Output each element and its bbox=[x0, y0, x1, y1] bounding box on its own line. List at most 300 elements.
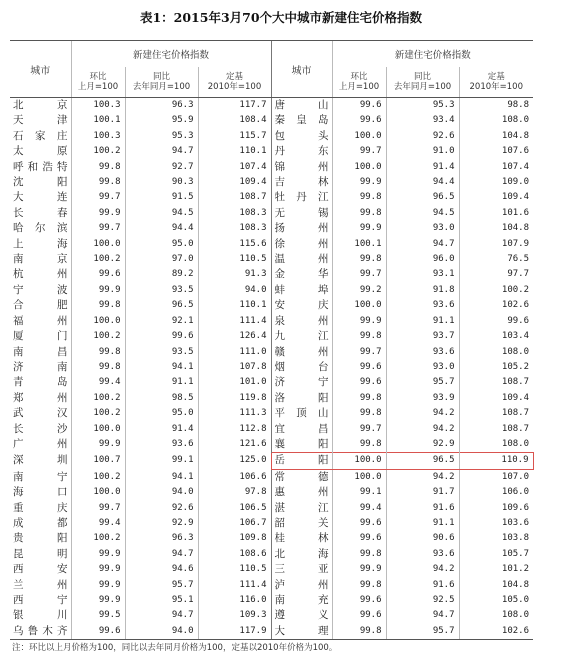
right-yoy-value: 93.9 bbox=[386, 391, 459, 406]
right-city-name: 吉林 bbox=[271, 175, 332, 190]
left-fixed-value: 106.5 bbox=[198, 501, 271, 516]
table-row bbox=[10, 190, 533, 205]
left-yoy-value: 95.0 bbox=[125, 237, 198, 252]
left-mom-value: 100.3 bbox=[71, 98, 125, 114]
left-city-name: 宁波 bbox=[13, 283, 68, 296]
left-fixed-value: 115.7 bbox=[198, 129, 271, 144]
right-mom-value: 100.0 bbox=[332, 453, 386, 469]
right-yoy-value: 91.1 bbox=[386, 516, 459, 531]
left-yoy-value: 96.3 bbox=[125, 98, 198, 114]
right-yoy-value: 94.2 bbox=[386, 469, 459, 485]
left-fixed-value: 108.3 bbox=[198, 206, 271, 221]
left-fixed-value: 110.5 bbox=[198, 562, 271, 577]
left-fixed-value: 94.0 bbox=[198, 283, 271, 298]
right-fixed-value: 104.8 bbox=[459, 129, 533, 144]
left-fixed-value: 109.4 bbox=[198, 175, 271, 190]
left-mom-value: 99.9 bbox=[71, 283, 125, 298]
left-yoy-value: 90.3 bbox=[125, 175, 198, 190]
left-mom-value: 100.0 bbox=[71, 485, 125, 500]
right-city-name: 安庆 bbox=[271, 298, 332, 313]
right-city-name: 金华 bbox=[271, 267, 332, 282]
right-yoy-value: 94.5 bbox=[386, 206, 459, 221]
right-city-name: 秦皇岛 bbox=[271, 113, 332, 128]
left-fixed-value: 97.8 bbox=[198, 485, 271, 500]
left-fixed-value: 110.1 bbox=[198, 298, 271, 313]
right-yoy-value: 93.7 bbox=[386, 329, 459, 344]
right-fixed-value: 107.4 bbox=[459, 160, 533, 175]
left-fixed-value: 111.0 bbox=[198, 345, 271, 360]
left-fixed-value: 108.7 bbox=[198, 190, 271, 205]
left-mom-value: 99.8 bbox=[71, 160, 125, 175]
right-fixed-value: 102.6 bbox=[459, 624, 533, 640]
left-city-name: 南京 bbox=[13, 253, 68, 266]
mom-header-right: 环比 上月=100 bbox=[332, 67, 386, 98]
right-yoy-value: 91.6 bbox=[386, 501, 459, 516]
table-row bbox=[10, 501, 533, 516]
left-yoy-value: 91.5 bbox=[125, 190, 198, 205]
right-mom-value: 99.7 bbox=[332, 422, 386, 437]
left-mom-value: 99.9 bbox=[71, 437, 125, 453]
left-fixed-value: 110.1 bbox=[198, 144, 271, 159]
right-yoy-value: 95.3 bbox=[386, 98, 459, 114]
right-yoy-value: 94.7 bbox=[386, 237, 459, 252]
right-yoy-value: 96.5 bbox=[386, 190, 459, 205]
left-mom-value: 100.2 bbox=[71, 252, 125, 267]
right-fixed-value: 105.7 bbox=[459, 547, 533, 562]
right-yoy-value: 92.6 bbox=[386, 129, 459, 144]
left-mom-value: 100.1 bbox=[71, 113, 125, 128]
left-mom-value: 99.9 bbox=[71, 562, 125, 577]
left-mom-value: 100.2 bbox=[71, 531, 125, 546]
price-index-table bbox=[10, 40, 534, 640]
left-city-name: 贵阳 bbox=[13, 532, 68, 545]
left-yoy-value: 94.7 bbox=[125, 608, 198, 623]
left-city-name: 成都 bbox=[13, 516, 68, 529]
right-city-name: 包头 bbox=[271, 129, 332, 144]
right-mom-value: 99.8 bbox=[332, 206, 386, 221]
right-fixed-value: 109.6 bbox=[459, 501, 533, 516]
right-mom-value: 99.6 bbox=[332, 375, 386, 390]
right-city-name: 蚌埠 bbox=[271, 283, 332, 298]
right-yoy-value: 91.7 bbox=[386, 485, 459, 500]
table-row bbox=[10, 175, 533, 190]
right-fixed-value: 104.8 bbox=[459, 221, 533, 236]
left-fixed-value: 115.6 bbox=[198, 237, 271, 252]
left-yoy-value: 94.5 bbox=[125, 206, 198, 221]
left-fixed-value: 111.4 bbox=[198, 578, 271, 593]
left-fixed-value: 101.0 bbox=[198, 375, 271, 390]
table-row bbox=[10, 578, 533, 593]
right-yoy-value: 94.2 bbox=[386, 562, 459, 577]
left-mom-value: 100.2 bbox=[71, 469, 125, 485]
right-mom-value: 99.8 bbox=[332, 547, 386, 562]
right-fixed-value: 101.6 bbox=[459, 206, 533, 221]
right-fixed-value: 109.4 bbox=[459, 190, 533, 205]
left-mom-value: 100.0 bbox=[71, 422, 125, 437]
right-yoy-value: 91.0 bbox=[386, 144, 459, 159]
left-city-name: 上海 bbox=[13, 237, 68, 250]
left-city-name: 石家庄 bbox=[13, 129, 68, 142]
left-fixed-value: 126.4 bbox=[198, 329, 271, 344]
index-group-header-right: 新建住宅价格指数 bbox=[332, 41, 533, 68]
city-column-header-right: 城市 bbox=[271, 41, 332, 98]
left-city-name: 天津 bbox=[13, 114, 68, 127]
right-city-name: 宜昌 bbox=[271, 422, 332, 437]
right-fixed-value: 109.0 bbox=[459, 175, 533, 190]
right-yoy-value: 93.1 bbox=[386, 267, 459, 282]
left-fixed-value: 111.4 bbox=[198, 314, 271, 329]
left-city-name: 大连 bbox=[13, 191, 68, 204]
left-mom-value: 99.7 bbox=[71, 501, 125, 516]
right-fixed-value: 107.9 bbox=[459, 237, 533, 252]
left-mom-value: 99.8 bbox=[71, 298, 125, 313]
left-yoy-value: 94.6 bbox=[125, 562, 198, 577]
left-city-name: 重庆 bbox=[13, 501, 68, 514]
table-row bbox=[10, 437, 533, 453]
left-city-name: 北京 bbox=[13, 99, 68, 111]
right-yoy-value: 93.6 bbox=[386, 345, 459, 360]
left-mom-value: 99.9 bbox=[71, 206, 125, 221]
right-mom-value: 99.8 bbox=[332, 329, 386, 344]
left-yoy-value: 92.9 bbox=[125, 516, 198, 531]
left-yoy-value: 98.5 bbox=[125, 391, 198, 406]
right-yoy-value: 94.2 bbox=[386, 406, 459, 421]
right-yoy-value: 91.6 bbox=[386, 578, 459, 593]
right-city-name: 平顶山 bbox=[271, 406, 332, 421]
right-fixed-value: 105.0 bbox=[459, 593, 533, 608]
right-city-name: 唐山 bbox=[271, 98, 332, 114]
right-city-name: 锦州 bbox=[271, 160, 332, 175]
left-mom-value: 99.4 bbox=[71, 516, 125, 531]
right-mom-value: 99.9 bbox=[332, 562, 386, 577]
left-yoy-value: 95.1 bbox=[125, 593, 198, 608]
table-row bbox=[10, 593, 533, 608]
left-yoy-value: 94.1 bbox=[125, 360, 198, 375]
table-row bbox=[10, 298, 533, 313]
left-yoy-value: 95.3 bbox=[125, 129, 198, 144]
right-mom-value: 99.6 bbox=[332, 98, 386, 114]
table-row bbox=[10, 237, 533, 252]
left-mom-value: 100.0 bbox=[71, 237, 125, 252]
left-mom-value: 100.0 bbox=[71, 314, 125, 329]
left-fixed-value: 91.3 bbox=[198, 267, 271, 282]
index-group-header-left: 新建住宅价格指数 bbox=[71, 41, 271, 68]
fixed-header-left: 定基 2010年=100 bbox=[198, 67, 271, 98]
table-row bbox=[10, 485, 533, 500]
table-row bbox=[10, 206, 533, 221]
left-city-name: 银川 bbox=[13, 609, 68, 622]
table-row bbox=[10, 562, 533, 577]
table-row bbox=[10, 221, 533, 236]
right-fixed-value: 104.8 bbox=[459, 578, 533, 593]
left-mom-value: 99.7 bbox=[71, 221, 125, 236]
right-yoy-value: 92.9 bbox=[386, 437, 459, 453]
right-mom-value: 99.6 bbox=[332, 593, 386, 608]
left-yoy-value: 94.7 bbox=[125, 547, 198, 562]
right-yoy-value: 93.0 bbox=[386, 360, 459, 375]
left-city-name: 乌鲁木齐 bbox=[10, 624, 71, 640]
right-city-name: 常德 bbox=[271, 469, 332, 485]
left-city-name: 兰州 bbox=[13, 578, 68, 591]
left-yoy-value: 96.5 bbox=[125, 298, 198, 313]
right-city-name: 惠州 bbox=[271, 485, 332, 500]
right-city-name: 九江 bbox=[271, 329, 332, 344]
city-column-header-left: 城市 bbox=[10, 41, 71, 98]
right-mom-value: 99.7 bbox=[332, 267, 386, 282]
left-fixed-value: 106.6 bbox=[198, 469, 271, 485]
right-fixed-value: 108.0 bbox=[459, 345, 533, 360]
left-fixed-value: 125.0 bbox=[198, 453, 271, 469]
right-yoy-value: 93.6 bbox=[386, 298, 459, 313]
right-fixed-value: 76.5 bbox=[459, 252, 533, 267]
right-mom-value: 99.6 bbox=[332, 113, 386, 128]
left-yoy-value: 95.7 bbox=[125, 578, 198, 593]
right-city-name: 赣州 bbox=[271, 345, 332, 360]
left-yoy-value: 93.6 bbox=[125, 437, 198, 453]
table-row bbox=[10, 160, 533, 175]
right-yoy-value: 95.7 bbox=[386, 375, 459, 390]
right-mom-value: 100.1 bbox=[332, 237, 386, 252]
right-fixed-value: 108.7 bbox=[459, 406, 533, 421]
left-city-name: 杭州 bbox=[13, 268, 68, 281]
left-mom-value: 100.2 bbox=[71, 406, 125, 421]
right-city-name: 桂林 bbox=[271, 531, 332, 546]
right-fixed-value: 98.8 bbox=[459, 98, 533, 114]
left-yoy-value: 92.1 bbox=[125, 314, 198, 329]
yoy-header-left: 同比 去年同月=100 bbox=[125, 67, 198, 98]
right-mom-value: 99.6 bbox=[332, 531, 386, 546]
right-city-name: 温州 bbox=[271, 252, 332, 267]
right-city-name: 三亚 bbox=[271, 562, 332, 577]
left-yoy-value: 94.4 bbox=[125, 221, 198, 236]
left-fixed-value: 119.8 bbox=[198, 391, 271, 406]
table-row bbox=[10, 547, 533, 562]
left-fixed-value: 121.6 bbox=[198, 437, 271, 453]
right-fixed-value: 108.7 bbox=[459, 422, 533, 437]
left-yoy-value: 93.5 bbox=[125, 283, 198, 298]
right-mom-value: 99.8 bbox=[332, 406, 386, 421]
table-row bbox=[10, 391, 533, 406]
right-city-name: 牡丹江 bbox=[271, 190, 332, 205]
table-row bbox=[10, 375, 533, 390]
left-fixed-value: 109.8 bbox=[198, 531, 271, 546]
right-city-name: 无锡 bbox=[271, 206, 332, 221]
left-mom-value: 100.2 bbox=[71, 329, 125, 344]
left-city-name: 广州 bbox=[13, 438, 68, 451]
left-yoy-value: 94.7 bbox=[125, 144, 198, 159]
right-mom-value: 99.2 bbox=[332, 283, 386, 298]
left-city-name: 南宁 bbox=[13, 470, 68, 483]
right-city-name: 湛江 bbox=[271, 501, 332, 516]
right-mom-value: 99.7 bbox=[332, 144, 386, 159]
left-mom-value: 100.2 bbox=[71, 391, 125, 406]
right-city-name: 大理 bbox=[271, 624, 332, 640]
table-row bbox=[10, 252, 533, 267]
left-yoy-value: 94.0 bbox=[125, 624, 198, 640]
table-row bbox=[10, 267, 533, 282]
left-city-name: 西安 bbox=[13, 563, 68, 576]
left-mom-value: 99.7 bbox=[71, 190, 125, 205]
left-fixed-value: 106.7 bbox=[198, 516, 271, 531]
right-yoy-value: 94.7 bbox=[386, 608, 459, 623]
table-title: 表1：2015年3月70个大中城市新建住宅价格指数 bbox=[139, 10, 423, 25]
right-city-name: 襄阳 bbox=[271, 437, 332, 453]
right-mom-value: 99.8 bbox=[332, 391, 386, 406]
right-city-name: 北海 bbox=[271, 547, 332, 562]
table-row bbox=[10, 453, 533, 469]
left-yoy-value: 96.3 bbox=[125, 531, 198, 546]
table-row bbox=[10, 360, 533, 375]
left-city-name: 合肥 bbox=[13, 299, 68, 312]
right-mom-value: 100.0 bbox=[332, 129, 386, 144]
right-fixed-value: 97.7 bbox=[459, 267, 533, 282]
left-city-name: 南昌 bbox=[13, 345, 68, 358]
footnote: 注：环比以上月价格为100，同比以去年同月价格为100，定基以2010年价格为100。 bbox=[12, 643, 338, 653]
table-row bbox=[10, 345, 533, 360]
left-yoy-value: 89.2 bbox=[125, 267, 198, 282]
table-row bbox=[10, 329, 533, 344]
table-row bbox=[10, 314, 533, 329]
fixed-header-right: 定基 2010年=100 bbox=[459, 67, 533, 98]
left-yoy-value: 92.7 bbox=[125, 160, 198, 175]
left-mom-value: 99.8 bbox=[71, 360, 125, 375]
right-yoy-value: 93.6 bbox=[386, 547, 459, 562]
yoy-header-right: 同比 去年同月=100 bbox=[386, 67, 459, 98]
table-row bbox=[10, 283, 533, 298]
right-fixed-value: 108.7 bbox=[459, 375, 533, 390]
table-row bbox=[10, 113, 533, 128]
right-fixed-value: 103.8 bbox=[459, 531, 533, 546]
left-mom-value: 99.8 bbox=[71, 175, 125, 190]
right-city-name: 丹东 bbox=[271, 144, 332, 159]
right-fixed-value: 102.6 bbox=[459, 298, 533, 313]
left-city-name: 西宁 bbox=[13, 594, 68, 606]
left-mom-value: 99.6 bbox=[71, 624, 125, 640]
left-fixed-value: 111.3 bbox=[198, 406, 271, 421]
right-city-name: 遵义 bbox=[271, 608, 332, 623]
right-yoy-value: 95.7 bbox=[386, 624, 459, 640]
right-mom-value: 99.6 bbox=[332, 608, 386, 623]
right-yoy-value: 90.6 bbox=[386, 531, 459, 546]
right-yoy-value: 96.0 bbox=[386, 252, 459, 267]
right-fixed-value: 103.6 bbox=[459, 516, 533, 531]
right-mom-value: 99.9 bbox=[332, 221, 386, 236]
right-yoy-value: 93.4 bbox=[386, 113, 459, 128]
right-yoy-value: 93.0 bbox=[386, 221, 459, 236]
left-city-name: 海口 bbox=[13, 486, 68, 499]
left-mom-value: 99.9 bbox=[71, 547, 125, 562]
right-city-name: 济宁 bbox=[271, 375, 332, 390]
right-city-name: 南充 bbox=[271, 593, 332, 608]
right-yoy-value: 91.8 bbox=[386, 283, 459, 298]
right-fixed-value: 108.0 bbox=[459, 113, 533, 128]
left-fixed-value: 107.8 bbox=[198, 360, 271, 375]
right-fixed-value: 109.4 bbox=[459, 391, 533, 406]
table-row bbox=[10, 469, 533, 485]
right-city-name: 泉州 bbox=[271, 314, 332, 329]
right-fixed-value: 105.2 bbox=[459, 360, 533, 375]
right-mom-value: 99.8 bbox=[332, 624, 386, 640]
left-mom-value: 99.4 bbox=[71, 375, 125, 390]
left-mom-value: 100.7 bbox=[71, 453, 125, 469]
right-city-name: 韶关 bbox=[271, 516, 332, 531]
left-yoy-value: 94.1 bbox=[125, 469, 198, 485]
right-mom-value: 99.4 bbox=[332, 501, 386, 516]
left-mom-value: 99.5 bbox=[71, 608, 125, 623]
table-row bbox=[10, 144, 533, 159]
right-fixed-value: 108.0 bbox=[459, 608, 533, 623]
table-row bbox=[10, 516, 533, 531]
right-mom-value: 99.8 bbox=[332, 190, 386, 205]
right-fixed-value: 107.0 bbox=[459, 469, 533, 485]
left-fixed-value: 109.3 bbox=[198, 608, 271, 623]
table-row bbox=[10, 129, 533, 144]
table-row bbox=[10, 422, 533, 437]
right-yoy-value: 92.5 bbox=[386, 593, 459, 608]
left-yoy-value: 91.4 bbox=[125, 422, 198, 437]
left-city-name: 太原 bbox=[13, 145, 68, 158]
right-yoy-value: 96.5 bbox=[386, 453, 459, 469]
left-fixed-value: 107.4 bbox=[198, 160, 271, 175]
left-city-name: 沈阳 bbox=[13, 176, 68, 189]
right-city-name: 洛阳 bbox=[271, 391, 332, 406]
right-mom-value: 99.9 bbox=[332, 314, 386, 329]
right-yoy-value: 94.4 bbox=[386, 175, 459, 190]
left-yoy-value: 95.0 bbox=[125, 406, 198, 421]
table-row bbox=[10, 531, 533, 546]
left-city-name: 郑州 bbox=[13, 391, 68, 404]
left-mom-value: 99.6 bbox=[71, 267, 125, 282]
left-city-name: 长沙 bbox=[13, 422, 68, 435]
left-city-name: 青岛 bbox=[13, 376, 68, 389]
left-fixed-value: 117.9 bbox=[198, 624, 271, 640]
left-yoy-value: 92.6 bbox=[125, 501, 198, 516]
right-mom-value: 99.6 bbox=[332, 360, 386, 375]
right-fixed-value: 103.4 bbox=[459, 329, 533, 344]
left-yoy-value: 94.0 bbox=[125, 485, 198, 500]
right-mom-value: 99.8 bbox=[332, 252, 386, 267]
mom-header-left: 环比 上月=100 bbox=[71, 67, 125, 98]
left-yoy-value: 99.1 bbox=[125, 453, 198, 469]
left-fixed-value: 112.8 bbox=[198, 422, 271, 437]
left-mom-value: 99.8 bbox=[71, 345, 125, 360]
left-fixed-value: 108.6 bbox=[198, 547, 271, 562]
right-fixed-value: 106.0 bbox=[459, 485, 533, 500]
right-fixed-value: 107.6 bbox=[459, 144, 533, 159]
right-fixed-value: 100.2 bbox=[459, 283, 533, 298]
left-city-name: 武汉 bbox=[13, 407, 68, 420]
left-yoy-value: 93.5 bbox=[125, 345, 198, 360]
right-mom-value: 100.0 bbox=[332, 469, 386, 485]
left-yoy-value: 91.1 bbox=[125, 375, 198, 390]
right-mom-value: 99.6 bbox=[332, 516, 386, 531]
right-mom-value: 100.0 bbox=[332, 298, 386, 313]
right-yoy-value: 91.1 bbox=[386, 314, 459, 329]
right-mom-value: 99.1 bbox=[332, 485, 386, 500]
table-row bbox=[10, 624, 533, 640]
right-fixed-value: 101.2 bbox=[459, 562, 533, 577]
table-body bbox=[10, 98, 533, 640]
left-city-name: 昆明 bbox=[13, 547, 68, 560]
left-yoy-value: 99.6 bbox=[125, 329, 198, 344]
left-fixed-value: 117.7 bbox=[198, 98, 271, 114]
left-city-name: 深圳 bbox=[13, 454, 68, 467]
right-mom-value: 99.9 bbox=[332, 175, 386, 190]
right-city-name: 徐州 bbox=[271, 237, 332, 252]
right-city-name: 扬州 bbox=[271, 221, 332, 236]
left-yoy-value: 97.0 bbox=[125, 252, 198, 267]
left-city-name: 济南 bbox=[13, 360, 68, 373]
